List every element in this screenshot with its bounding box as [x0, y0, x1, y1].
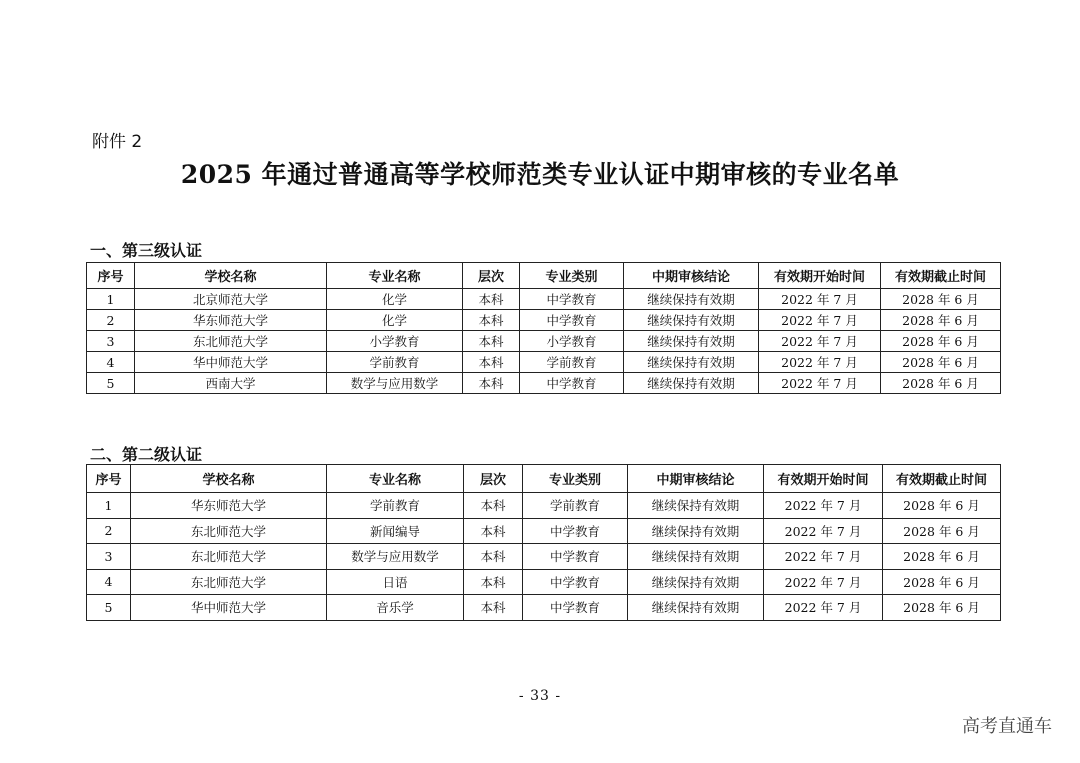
- cell-index: 5: [87, 373, 135, 394]
- cell-category: 中学教育: [520, 373, 624, 394]
- col-header-level: 层次: [463, 263, 520, 289]
- cell-school: 东北师范大学: [131, 569, 327, 595]
- watermark: 高考直通车: [962, 716, 1052, 737]
- cell-major: 学前教育: [327, 493, 464, 519]
- cell-level: 本科: [463, 331, 520, 352]
- col-header-category: 专业类别: [520, 263, 624, 289]
- cell-school: 东北师范大学: [131, 518, 327, 544]
- cell-conclusion: 继续保持有效期: [624, 373, 759, 394]
- cell-conclusion: 继续保持有效期: [628, 493, 764, 519]
- cell-index: 1: [87, 493, 131, 519]
- cell-category: 中学教育: [520, 310, 624, 331]
- cell-school: 华中师范大学: [135, 352, 327, 373]
- cell-level: 本科: [464, 493, 523, 519]
- cell-major: 新闻编导: [327, 518, 464, 544]
- table-row: [87, 595, 1001, 621]
- cell-end: 2028 年 6 月: [881, 289, 1001, 310]
- table-row: [87, 569, 1001, 595]
- cell-end: 2028 年 6 月: [881, 331, 1001, 352]
- cell-start: 2022 年 7 月: [759, 310, 881, 331]
- cell-level: 本科: [464, 544, 523, 570]
- cell-start: 2022 年 7 月: [764, 544, 883, 570]
- cell-conclusion: 继续保持有效期: [624, 352, 759, 373]
- accreditation-table-level-2: [86, 464, 1001, 621]
- cell-major: 化学: [327, 289, 463, 310]
- cell-major: 化学: [327, 310, 463, 331]
- cell-category: 中学教育: [520, 289, 624, 310]
- table-row: [87, 518, 1001, 544]
- cell-major: 数学与应用数学: [327, 544, 464, 570]
- cell-major: 日语: [327, 569, 464, 595]
- table-header-row: [87, 465, 1001, 493]
- cell-start: 2022 年 7 月: [764, 569, 883, 595]
- cell-end: 2028 年 6 月: [883, 569, 1001, 595]
- cell-level: 本科: [463, 310, 520, 331]
- cell-end: 2028 年 6 月: [883, 544, 1001, 570]
- table-header-row: [87, 263, 1001, 289]
- cell-category: 学前教育: [523, 493, 628, 519]
- cell-index: 3: [87, 331, 135, 352]
- page-number: - 33 -: [518, 688, 562, 704]
- cell-end: 2028 年 6 月: [881, 373, 1001, 394]
- cell-category: 中学教育: [523, 595, 628, 621]
- cell-major: 数学与应用数学: [327, 373, 463, 394]
- col-header-category: 专业类别: [523, 465, 628, 493]
- cell-major: 小学教育: [327, 331, 463, 352]
- cell-index: 1: [87, 289, 135, 310]
- col-header-school: 学校名称: [135, 263, 327, 289]
- cell-conclusion: 继续保持有效期: [628, 544, 764, 570]
- cell-start: 2022 年 7 月: [759, 352, 881, 373]
- table-row: [87, 493, 1001, 519]
- cell-index: 2: [87, 518, 131, 544]
- col-header-index: 序号: [87, 465, 131, 493]
- cell-school: 华中师范大学: [131, 595, 327, 621]
- cell-category: 学前教育: [520, 352, 624, 373]
- section-heading-level-2: 二、第二级认证: [90, 445, 203, 464]
- cell-index: 2: [87, 310, 135, 331]
- col-header-index: 序号: [87, 263, 135, 289]
- cell-school: 东北师范大学: [135, 331, 327, 352]
- table-row: [87, 544, 1001, 570]
- cell-category: 中学教育: [523, 544, 628, 570]
- cell-category: 小学教育: [520, 331, 624, 352]
- cell-conclusion: 继续保持有效期: [624, 331, 759, 352]
- cell-conclusion: 继续保持有效期: [628, 518, 764, 544]
- cell-conclusion: 继续保持有效期: [624, 310, 759, 331]
- cell-level: 本科: [464, 518, 523, 544]
- cell-conclusion: 继续保持有效期: [624, 289, 759, 310]
- cell-school: 东北师范大学: [131, 544, 327, 570]
- attachment-label: 附件 2: [92, 132, 143, 152]
- cell-end: 2028 年 6 月: [881, 310, 1001, 331]
- col-header-conclusion: 中期审核结论: [628, 465, 764, 493]
- cell-conclusion: 继续保持有效期: [628, 595, 764, 621]
- col-header-start: 有效期开始时间: [764, 465, 883, 493]
- cell-level: 本科: [464, 569, 523, 595]
- cell-major: 音乐学: [327, 595, 464, 621]
- cell-level: 本科: [464, 595, 523, 621]
- col-header-major: 专业名称: [327, 263, 463, 289]
- cell-start: 2022 年 7 月: [764, 493, 883, 519]
- cell-major: 学前教育: [327, 352, 463, 373]
- col-header-major: 专业名称: [327, 465, 464, 493]
- cell-start: 2022 年 7 月: [759, 289, 881, 310]
- col-header-start: 有效期开始时间: [759, 263, 881, 289]
- cell-index: 3: [87, 544, 131, 570]
- cell-school: 北京师范大学: [135, 289, 327, 310]
- cell-level: 本科: [463, 373, 520, 394]
- cell-end: 2028 年 6 月: [883, 518, 1001, 544]
- cell-end: 2028 年 6 月: [881, 352, 1001, 373]
- cell-start: 2022 年 7 月: [764, 595, 883, 621]
- col-header-conclusion: 中期审核结论: [624, 263, 759, 289]
- document-title: 2025 年通过普通高等学校师范类专业认证中期审核的专业名单: [180, 160, 900, 189]
- cell-index: 5: [87, 595, 131, 621]
- table-row: [87, 352, 1001, 373]
- table-row: [87, 331, 1001, 352]
- cell-end: 2028 年 6 月: [883, 595, 1001, 621]
- accreditation-table-level-3: [86, 262, 1001, 394]
- col-header-end: 有效期截止时间: [883, 465, 1001, 493]
- cell-end: 2028 年 6 月: [883, 493, 1001, 519]
- cell-index: 4: [87, 352, 135, 373]
- cell-index: 4: [87, 569, 131, 595]
- table-row: [87, 373, 1001, 394]
- cell-category: 中学教育: [523, 518, 628, 544]
- cell-school: 华东师范大学: [135, 310, 327, 331]
- cell-level: 本科: [463, 352, 520, 373]
- cell-category: 中学教育: [523, 569, 628, 595]
- col-header-level: 层次: [464, 465, 523, 493]
- cell-start: 2022 年 7 月: [759, 373, 881, 394]
- cell-conclusion: 继续保持有效期: [628, 569, 764, 595]
- table-row: [87, 310, 1001, 331]
- cell-start: 2022 年 7 月: [759, 331, 881, 352]
- col-header-school: 学校名称: [131, 465, 327, 493]
- cell-school: 华东师范大学: [131, 493, 327, 519]
- cell-start: 2022 年 7 月: [764, 518, 883, 544]
- section-heading-level-3: 一、第三级认证: [90, 241, 203, 260]
- cell-level: 本科: [463, 289, 520, 310]
- col-header-end: 有效期截止时间: [881, 263, 1001, 289]
- cell-school: 西南大学: [135, 373, 327, 394]
- table-row: [87, 289, 1001, 310]
